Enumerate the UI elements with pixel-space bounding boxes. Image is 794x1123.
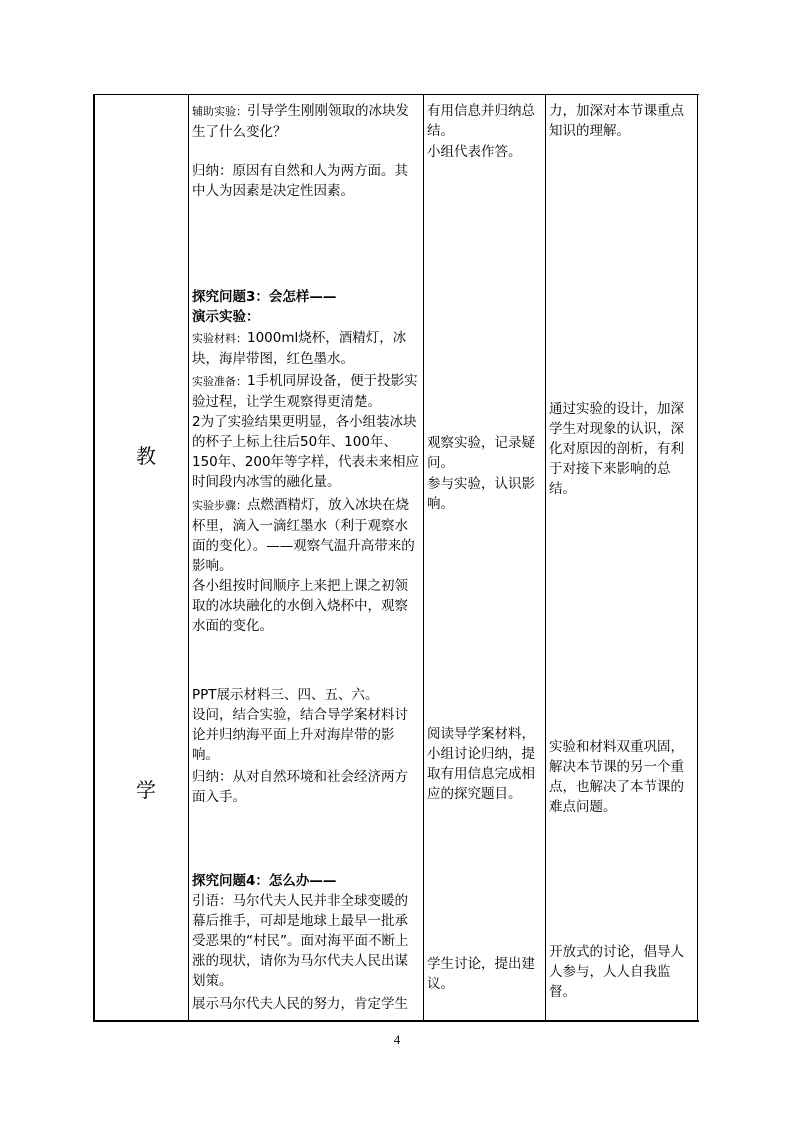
aux-experiment (192, 101, 420, 142)
q4-quote: 引语：马尔代夫人民并非全球变暖的幕后推手，可却是地球上最早一批承受恶果的“村民”。面对海平面不断上涨的现状，请你为马尔代夫人民出谋划策。 (192, 893, 409, 989)
aux-text: 引导学生刚刚领取的冰块发生了什么变化？ (192, 103, 409, 140)
column-divider-2 (423, 94, 424, 1022)
student-answer: 小组代表作答。 (427, 144, 522, 160)
q3-title: 探究问题3：会怎样—— (192, 289, 337, 305)
intent-2: 通过实验的设计，加深学生对现象的认识，深化对原因的剖析，有利于对接下来影响的总结。 (549, 401, 684, 497)
q4-title: 探究问题4：怎么办—— (192, 873, 337, 889)
section-char-jiao: 教 (136, 444, 156, 468)
steps-2: 各小组按时间顺序上来把上课之初领取的冰块融化的水倒入烧杯中，观察水面的变化。 (192, 578, 408, 634)
intent-4: 开放式的讨论，倡导人人参与，人人自我监督。 (549, 944, 684, 1000)
maldives-efforts: 展示马尔代夫人民的努力，肯定学生 (192, 996, 408, 1012)
materials-text: 1000ml烧杯，酒精灯，冰块，海岸带图，红色墨水。 (192, 330, 407, 367)
preparation (192, 371, 420, 412)
table-right-border (697, 94, 698, 1022)
page-number: 4 (393, 1032, 401, 1047)
table-left-border (93, 94, 95, 1022)
discussion-prompt: 设问，结合实验，结合导学案材料讨论并归纳海平面上升对海岸带的影响。 (192, 707, 408, 763)
prep-label: 实验准备： (192, 375, 247, 388)
table-top-border (93, 94, 699, 95)
student-discuss: 学生讨论，提出建议。 (427, 956, 535, 992)
summary-causes: 归纳：原因有自然和人为两方面。其中人为因素是决定性因素。 (192, 163, 408, 199)
student-observe: 观察实验，记录疑问。 (427, 435, 535, 471)
prep-text: 1手机同屏设备，便于投影实验过程，让学生观察得更清楚。 (192, 373, 418, 410)
demo-title: 演示实验： (192, 309, 260, 325)
intent-3: 实验和材料双重巩固，解决本节课的另一个重点，也解决了本节课的难点问题。 (549, 739, 684, 815)
steps (192, 495, 420, 576)
aux-label: 辅助实验： (192, 105, 247, 118)
section-char-xue: 学 (136, 778, 156, 802)
materials-label: 实验材料： (192, 332, 247, 345)
student-participate: 参与实验，认识影响。 (427, 476, 535, 512)
summary-impact: 归纳：从对自然环境和社会经济两方面入手。 (192, 769, 408, 805)
intent-1: 力，加深对本节课重点知识的理解。 (549, 103, 684, 139)
steps-label: 实验步骤： (192, 499, 247, 512)
student-summary: 有用信息并归纳总结。 (427, 103, 535, 139)
steps-text: 点燃酒精灯，放入冰块在烧杯里，滴入一滴红墨水（利于观察水面的变化）。——观察气温升高带来的影响。 (192, 497, 415, 574)
prep-step-2: 2为了实验结果更明显，各小组装冰块的杯子上标上往后50年、100年、150年、200年等字样，代表未来相应时间段内冰雪的融化量。 (192, 414, 420, 490)
student-read: 阅读导学案材料，小组讨论归纳，提取有用信息完成相应的探究题目。 (427, 726, 535, 802)
lesson-plan-table (93, 94, 699, 1022)
materials (192, 328, 420, 369)
table-bottom-border (93, 1020, 699, 1022)
column-divider-3 (545, 94, 546, 1022)
column-divider-1 (188, 94, 189, 1022)
ppt-materials: PPT展示材料三、四、五、六。 (192, 687, 379, 703)
